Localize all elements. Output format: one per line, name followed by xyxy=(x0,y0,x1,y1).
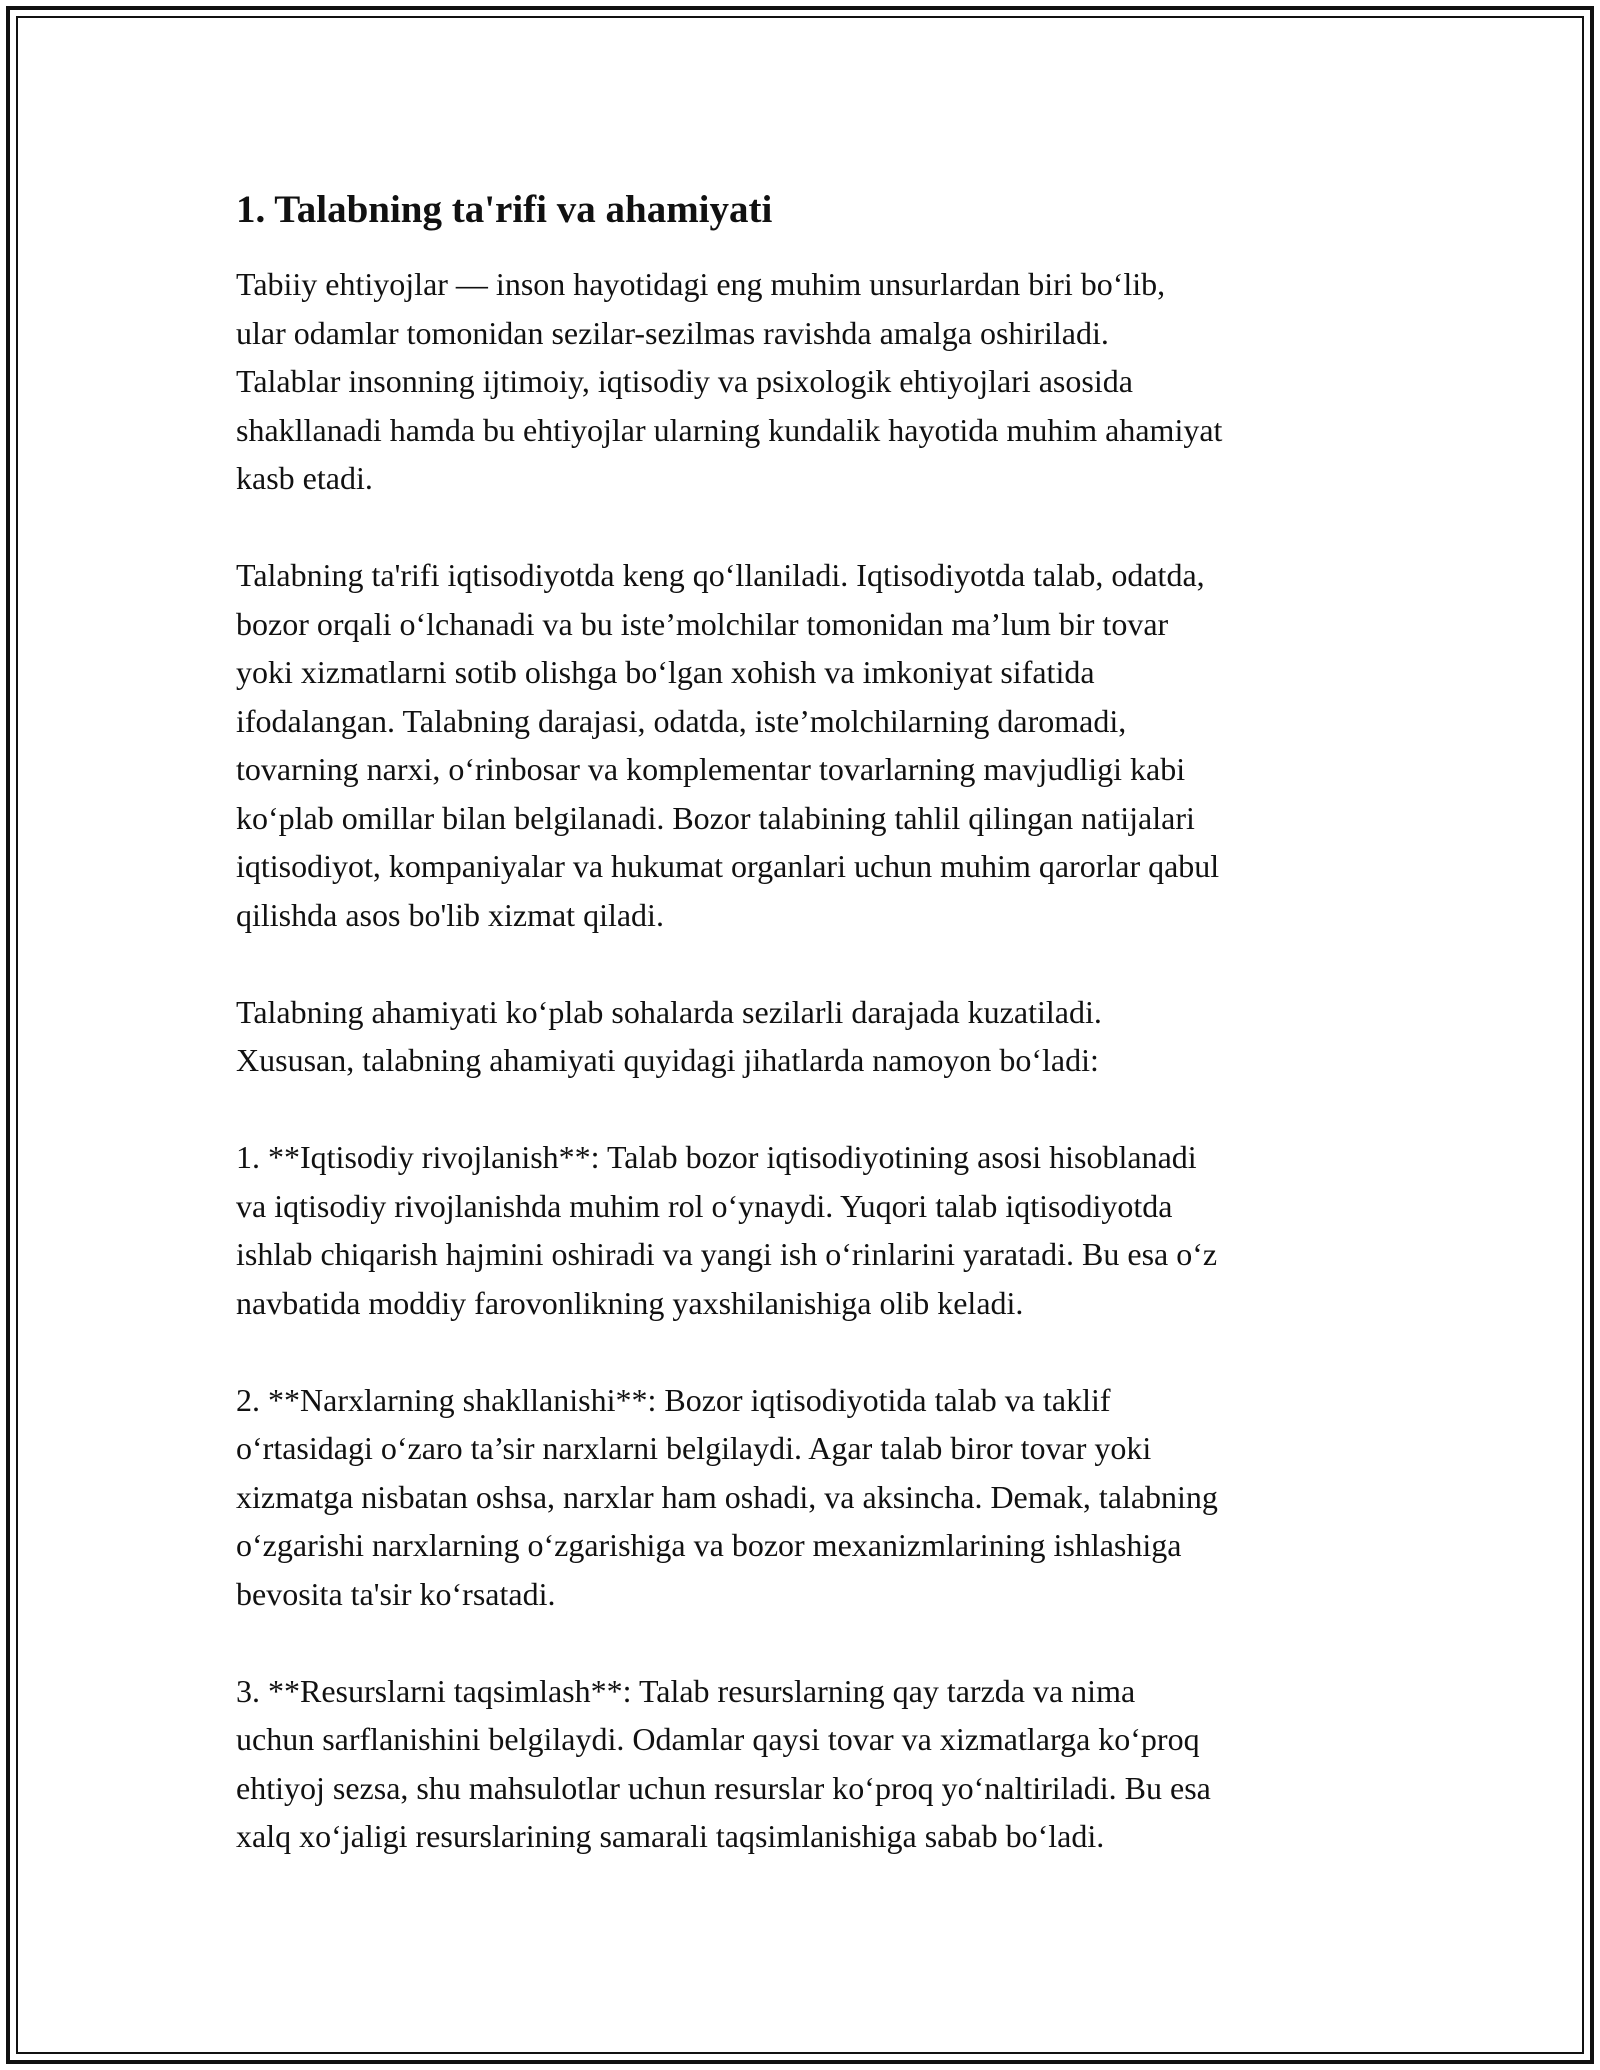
text-line: yoki xizmatlarni sotib olishga bo‘lgan xohish va imkoniyat sifatida xyxy=(236,654,1095,690)
text-line: ular odamlar tomonidan sezilar-sezilmas ravishda amalga oshiriladi. xyxy=(236,314,1109,351)
text-line: bevosita ta'sir ko‘rsatadi. xyxy=(236,1575,556,1612)
text-line: ifodalangan. Talabning darajasi, odatda, iste’molchilarning daromadi, xyxy=(236,702,1127,739)
text-line: ko‘plab omillar bilan belgilanadi. Bozor talabining tahlil qilingan natijalari xyxy=(236,799,1195,836)
section-heading: 1. Talabning ta'rifi va ahamiyati xyxy=(236,188,773,231)
text-line: o‘zgarishi narxlarning o‘zgarishiga va bozor mexanizmlarining ishlashiga xyxy=(236,1527,1182,1563)
text-line: xizmatga nisbatan oshsa, narxlar ham oshadi, va aksincha. Demak, talabning xyxy=(236,1478,1218,1515)
text-line: Xususan, talabning ahamiyati quyidagi jihatlarda namoyon bo‘ladi: xyxy=(236,1042,1099,1078)
text-line: xalq xo‘jaligi resurslarining samarali taqsimlanishiga sabab bo‘ladi. xyxy=(236,1818,1105,1854)
list-item-resource-allocation xyxy=(236,1667,1376,1861)
list-item-economic-development xyxy=(236,1133,1376,1327)
text-line: kasb etadi. xyxy=(236,460,373,496)
text-line: iqtisodiyot, kompaniyalar va hukumat organlari uchun muhim qarorlar qabul xyxy=(236,848,1220,884)
text-line: qilishda asos bo'lib xizmat qiladi. xyxy=(236,896,664,933)
text-line: 3. **Resurslarni taqsimlash**: Talab resurslarning qay tarzda va nima xyxy=(236,1672,1136,1709)
text-line: ishlab chiqarish hajmini oshiradi va yangi ish o‘rinlarini yaratadi. Bu esa o‘z xyxy=(236,1236,1218,1272)
text-line: ehtiyoj sezsa, shu mahsulotlar uchun resurslar ko‘proq yo‘naltiriladi. Bu esa xyxy=(236,1769,1211,1806)
text-line: bozor orqali o‘lchanadi va bu iste’molchilar tomonidan ma’lum bir tovar xyxy=(236,605,1169,642)
text-line: Talabning ta'rifi iqtisodiyotda keng qo‘llaniladi. Iqtisodiyotda talab, odatda, xyxy=(236,557,1205,593)
list-item-price-formation xyxy=(236,1376,1376,1619)
paragraph-intro xyxy=(236,260,1376,503)
text-line: 2. **Narxlarning shakllanishi**: Bozor iqtisodiyotida talab va taklif xyxy=(236,1381,1111,1418)
text-line: o‘rtasidagi o‘zaro ta’sir narxlarni belgilaydi. Agar talab biror tovar yoki xyxy=(236,1430,1152,1466)
text-line: tovarning narxi, o‘rinbosar va komplementar tovarlarning mavjudligi kabi xyxy=(236,751,1186,787)
text-line: va iqtisodiy rivojlanishda muhim rol o‘ynaydi. Yuqori talab iqtisodiyotda xyxy=(236,1187,1173,1224)
text-line: shakllanadi hamda bu ehtiyojlar ularning kundalik hayotida muhim ahamiyat xyxy=(236,411,1223,448)
paragraph-definition xyxy=(236,551,1376,939)
paragraph-importance-intro xyxy=(236,988,1376,1085)
text-line: uchun sarflanishini belgilaydi. Odamlar qaysi tovar va xizmatlarga ko‘proq xyxy=(236,1721,1200,1757)
text-line: Tabiiy ehtiyojlar — inson hayotidagi eng muhim unsurlardan biri bo‘lib, xyxy=(236,266,1166,302)
text-line: 1. **Iqtisodiy rivojlanish**: Talab bozor iqtisodiyotining asosi hisoblanadi xyxy=(236,1139,1197,1175)
text-line: navbatida moddiy farovonlikning yaxshilanishiga olib keladi. xyxy=(236,1284,1024,1321)
text-line: Talablar insonning ijtimoiy, iqtisodiy va psixologik ehtiyojlari asosida xyxy=(236,363,1133,399)
text-line: Talabning ahamiyati ko‘plab sohalarda sezilarli darajada kuzatiladi. xyxy=(236,993,1102,1030)
document-body xyxy=(236,186,1376,1909)
